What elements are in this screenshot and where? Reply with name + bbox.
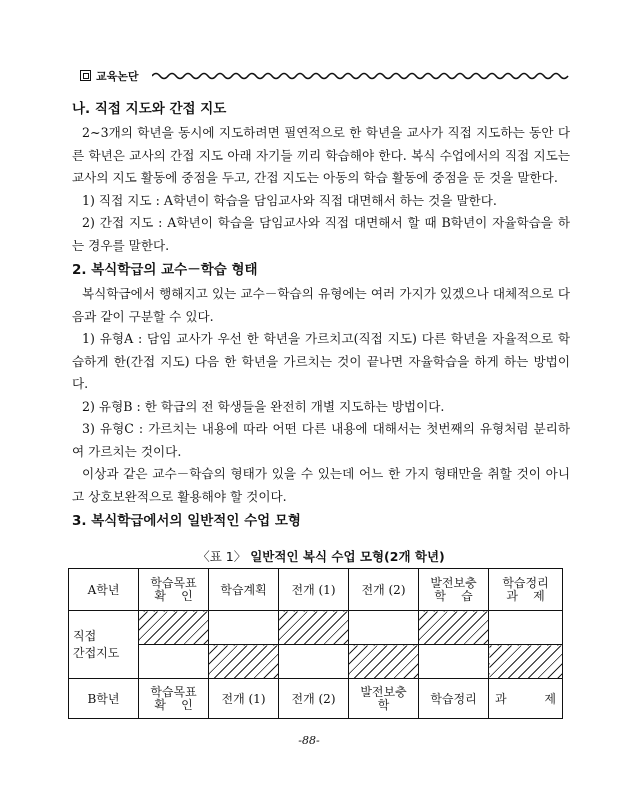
cell-a-enrichment: 발전보충 학 습 [419,569,489,611]
paragraph: 1) 직접 지도 : A학년이 학습을 담임교사와 직접 대면해서 하는 것을 말한다. [82,192,497,208]
grade-a-label: A학년 [69,569,139,611]
hatched-cell [279,611,349,645]
table-caption [72,547,570,565]
table-title: 일반적인 복식 수업 모형 [250,549,385,564]
cell-a-dev2: 전개 (2) [349,569,419,611]
paragraph: 2) 유형B : 한 학급의 전 학생들을 완전히 개별 지도하는 방법이다. [82,398,445,414]
cell-a-dev1: 전개 (1) [279,569,349,611]
lesson-model-table [68,568,563,719]
empty-cell [419,645,489,679]
cell-b-dev1: 전개 (1) [209,679,279,719]
hatched-cell [349,645,419,679]
page-number: -88- [298,734,320,747]
cell-b-goal-check: 학습목표 확 인 [139,679,209,719]
paragraph: 1) 유형A : 담임 교사가 우선 한 학년을 가르치고(직접 지도) 다른 학년을 자율적으로 학습하게 한(간접 지도) 다음 한 학년을 가르치는 것이 끝나면 자율학습을 하게 하는 방법이다. [72,331,570,391]
section-heading-teaching-forms: 2. 복식학급의 교수－학습 형태 [72,262,258,278]
hatched-cell [139,611,209,645]
empty-cell [489,611,563,645]
cell-b-dev2: 전개 (2) [279,679,349,719]
paragraph: 2) 간접 지도 : A학년이 학습을 담임교사와 직접 대면해서 할 때 B학년이 자율학습을 하는 경우를 말한다. [72,215,570,253]
running-header [80,66,570,88]
table-row-b-direct [69,645,563,679]
cell-b-summary: 학습정리 [419,679,489,719]
paragraph: 복식학급에서 행해지고 있는 교수－학습의 유형에는 여러 가지가 있겠으나 대체적으로 다음과 같이 구분할 수 있다. [72,286,570,324]
cell-b-assignment: 과 제 [489,679,563,719]
table-row-a-direct [69,611,563,645]
header-wave-divider [152,66,570,86]
section-heading-lesson-model: 3. 복식학급에서의 일반적인 수업 모형 [72,513,301,529]
section-heading-direct-indirect: 나. 직접 지도와 간접 지도 [72,101,227,117]
cell-a-summary: 학습정리 과 제 [489,569,563,611]
table-number: 〈표 1〉 [197,549,247,564]
grade-b-label: B학년 [69,679,139,719]
cell-a-plan: 학습계획 [209,569,279,611]
table-row-grade-a [69,569,563,611]
header-title: 교육논단 [96,70,139,83]
table-row-grade-b [69,679,563,719]
empty-cell [349,611,419,645]
empty-cell [279,645,349,679]
paragraph: 이상과 같은 교수－학습의 형태가 있을 수 있는데 어느 한 가지 형태만을 취할 것이 아니고 상호보완적으로 활용해야 할 것이다. [72,466,570,504]
table-subtitle: (2개 학년) [384,549,445,564]
cell-a-goal-check: 학습목표 확 인 [139,569,209,611]
empty-cell [139,645,209,679]
hatched-cell [489,645,563,679]
paragraph: 2~3개의 학년을 동시에 지도하려면 필연적으로 한 학년을 교사가 직접 지도하는 동안 다른 학년은 교사의 간접 지도 아래 자기들 끼리 학습해야 한다. 복식 수업에서의 직접 지도는 교사의 지도 활동에 중점을 두고, 간접 지도는 아동의 학습 활동에 중점을 둔 것을 말한다. [72,125,570,185]
article-body [72,96,570,534]
cell-b-enrichment: 발전보충 학 [349,679,419,719]
direct-indirect-label: 직접 간접지도 [69,611,139,679]
hatched-cell [209,645,279,679]
header-square-icon [80,70,91,81]
hatched-cell [419,611,489,645]
empty-cell [209,611,279,645]
paragraph: 3) 유형C : 가르치는 내용에 따라 어떤 다른 내용에 대해서는 첫번째의 유형처럼 분리하여 가르치는 것이다. [72,421,570,459]
